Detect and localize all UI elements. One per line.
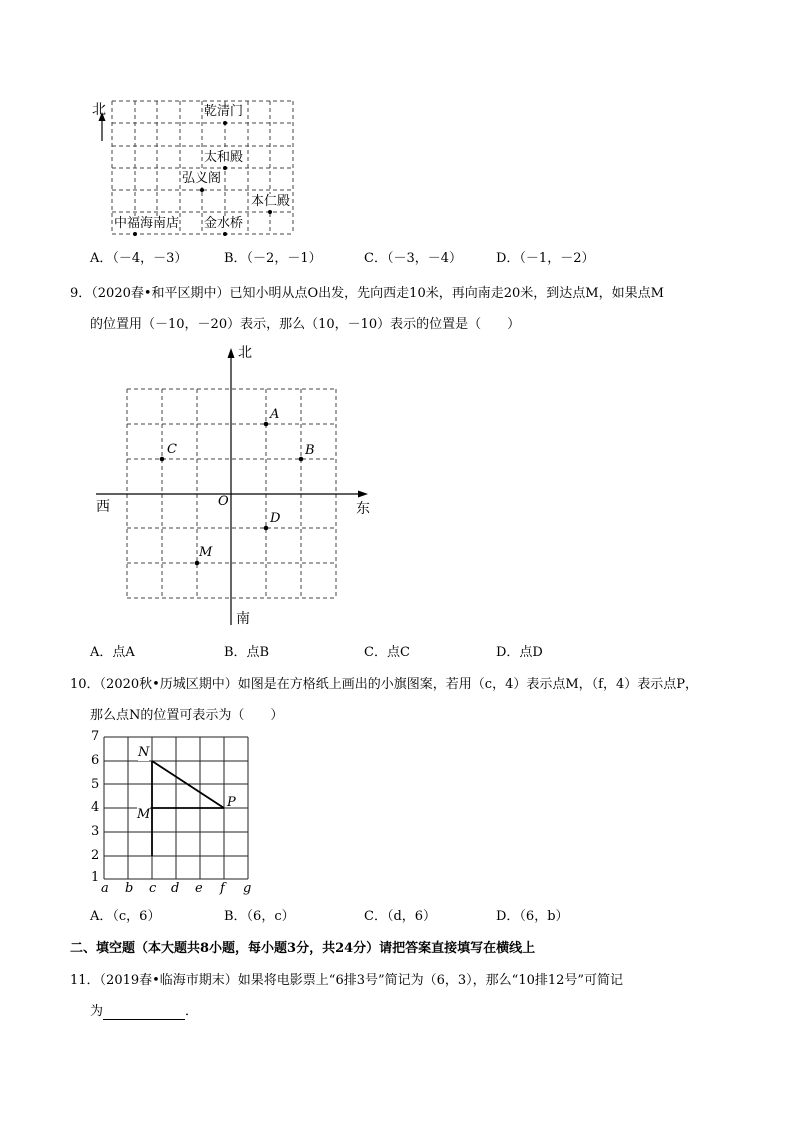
q11-suffix: ．	[185, 1004, 199, 1019]
fig10-y-label-7: 7	[91, 729, 100, 744]
q11-text-line2	[90, 1004, 198, 1020]
fig9-south-label: 南	[236, 611, 250, 627]
fig10-x-label-b: b	[125, 881, 134, 896]
q10-option-c[interactable]: C．（d，6）	[364, 909, 437, 924]
q11-prefix: 为	[90, 1004, 104, 1019]
place-label-qianqingmen: 乾清门	[204, 104, 244, 119]
fig10-x-label-d: d	[171, 881, 180, 896]
q8-option-a[interactable]: A．（－4，－3）	[90, 251, 188, 266]
place-label-zhongfuhai: 中福海南店	[114, 216, 180, 231]
place-label-hongyige: 弘义阁	[182, 171, 222, 186]
fig10-x-label-g: g	[243, 881, 252, 896]
fig10-x-label-a: a	[101, 881, 109, 896]
place-label-taihedian: 太和殿	[204, 150, 244, 165]
fig9-north-label: 北	[238, 345, 252, 361]
fig10-y-label-2: 2	[91, 848, 100, 863]
q10-text-line1: 10．（2020秋•历城区期中）如图是在方格纸上画出的小旗图案，若用（c，4）表示点M，（f，4）表示点P，	[70, 677, 698, 692]
fig9-point-a-label: A	[270, 407, 280, 422]
fig10-x-label-c: c	[149, 881, 157, 896]
q10-option-d[interactable]: D．（6，b）	[496, 909, 569, 924]
fig9-point-c-label: C	[167, 442, 177, 457]
q10-text-line2: 那么点N的位置可表示为（ ）	[90, 708, 284, 723]
q9-text-line1: 9．（2020春•和平区期中）已知小明从点O出发，先向西走10米，再向南走20米，到达点M，如果点M	[70, 286, 664, 301]
fig9-point-b-label: B	[305, 443, 315, 458]
fig9-origin-label: O	[218, 494, 229, 509]
fig9-point-m-label: M	[199, 545, 213, 560]
fig9-west-label: 西	[96, 499, 110, 515]
fig9-point-d-label: D	[270, 511, 281, 526]
fig10-y-label-1: 1	[91, 870, 100, 885]
section-heading-fill-in: 二、填空题（本大题共8小题，每小题3分，共24分）请把答案直接填写在横线上	[70, 941, 536, 956]
fig10-x-label-f: f	[220, 881, 225, 896]
q8-option-c[interactable]: C．（－3，－4）	[364, 251, 462, 266]
fig10-x-label-e: e	[195, 881, 203, 896]
q9-option-d[interactable]: D．点D	[496, 645, 543, 660]
q9-text-line2: 的位置用（－10，－20）表示，那么（10，－10）表示的位置是（ ）	[90, 317, 521, 332]
fig10-y-label-3: 3	[91, 824, 100, 839]
q8-option-b[interactable]: B．（－2，－1）	[224, 251, 322, 266]
north-label: 北	[92, 102, 106, 118]
fig10-point-p-label: P	[227, 795, 236, 810]
q9-option-b[interactable]: B．点B	[224, 645, 270, 660]
q8-option-d[interactable]: D．（－1，－2）	[496, 251, 595, 266]
q11-answer-blank[interactable]	[103, 1005, 185, 1020]
fig10-y-label-6: 6	[91, 753, 100, 768]
place-label-benrendian: 本仁殿	[251, 194, 291, 209]
q10-option-b[interactable]: B．（6，c）	[224, 909, 295, 924]
fig10-y-label-4: 4	[91, 800, 100, 815]
fig9-east-label: 东	[356, 501, 370, 517]
place-label-jinshuiqiao: 金水桥	[204, 216, 244, 231]
q10-option-a[interactable]: A．（c，6）	[90, 909, 161, 924]
fig10-point-n-label: N	[138, 745, 150, 760]
q9-option-c[interactable]: C．点C	[364, 645, 410, 660]
fig10-point-m-label: M	[137, 807, 151, 822]
q9-option-a[interactable]: A．点A	[90, 645, 135, 660]
fig10-y-label-5: 5	[91, 777, 100, 792]
q11-text-line1: 11．（2019春•临海市期末）如果将电影票上“6排3号”简记为（6，3），那么“10排12号”可简记	[70, 973, 624, 988]
